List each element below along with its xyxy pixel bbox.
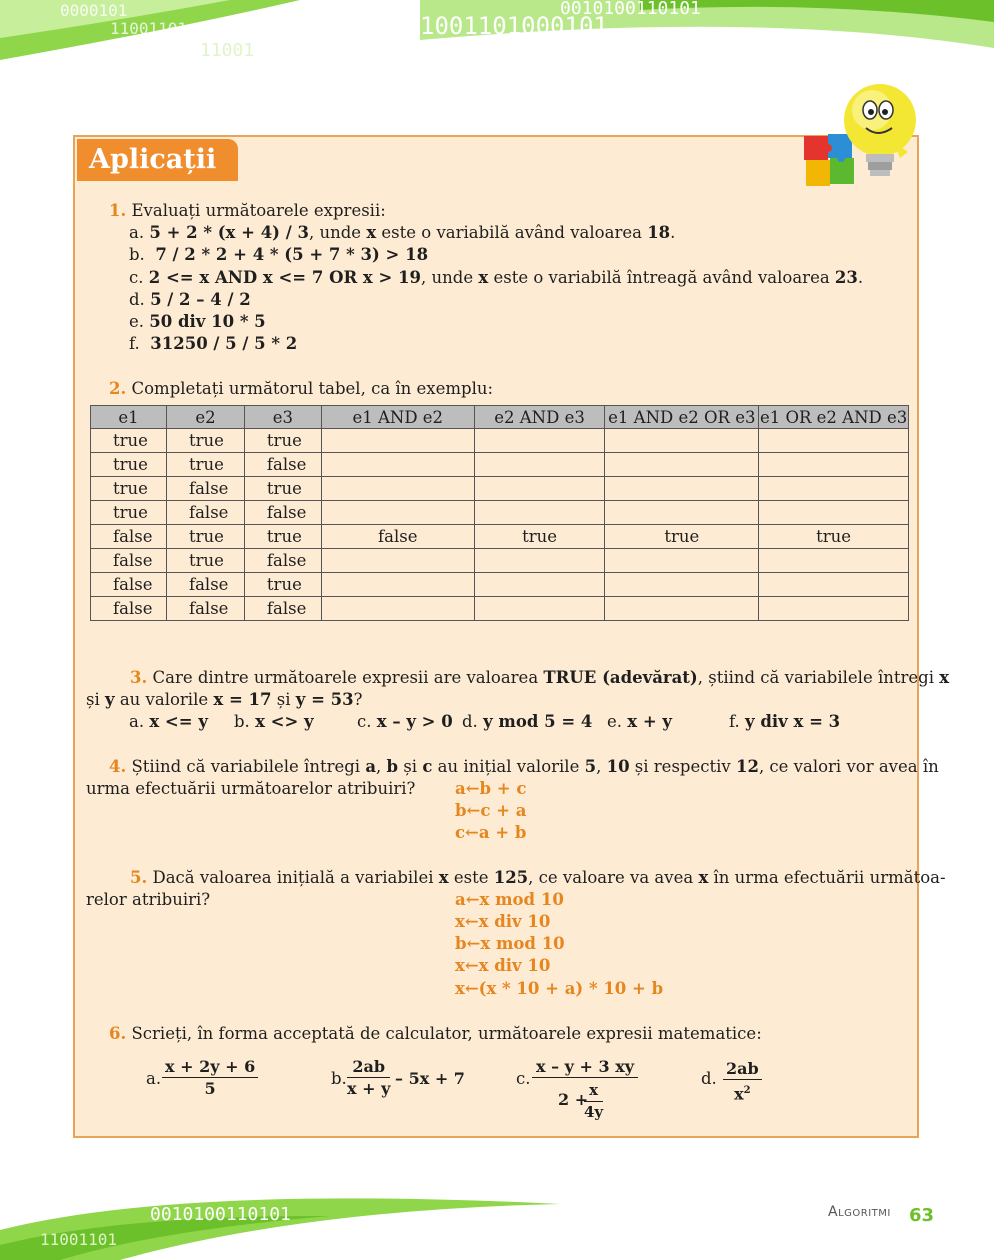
table-cell-answer[interactable] bbox=[474, 501, 605, 525]
puzzle-pieces-icon bbox=[804, 134, 854, 186]
ex4-line1: 4. Știind că variabilele întregi a, b și c au inițial valorile 5, 10 și respectiv 12, ce valori vor avea în bbox=[109, 757, 939, 776]
table-cell-answer[interactable] bbox=[759, 573, 909, 597]
ex6-d-fraction: $\frac{2ab}{x^2}$ bbox=[723, 1058, 762, 1104]
table-row bbox=[91, 549, 909, 573]
svg-text:11001101: 11001101 bbox=[40, 1230, 118, 1249]
ex5-number: 5. bbox=[130, 868, 148, 887]
table-cell-answer[interactable] bbox=[321, 453, 474, 477]
table-cell-answer[interactable] bbox=[321, 501, 474, 525]
table-cell-answer[interactable]: false bbox=[321, 525, 474, 549]
table-row bbox=[91, 453, 909, 477]
ex3-option-e: e. x + y bbox=[607, 712, 673, 731]
ex3-line1: 3. Care dintre următoarele expresii are valoarea TRUE (adevărat), știind că variabilele întregi x bbox=[130, 668, 950, 687]
ex6-c-label: c. bbox=[516, 1069, 531, 1088]
svg-text:11001: 11001 bbox=[200, 40, 255, 61]
table-row bbox=[91, 525, 909, 549]
ex3-line2: și y au valorile x = 17 și y = 53? bbox=[86, 690, 363, 709]
header-e2-and-e3: e2 AND e3 bbox=[474, 406, 605, 429]
svg-text:11001101: 11001101 bbox=[110, 19, 188, 38]
table-cell-answer[interactable] bbox=[605, 501, 759, 525]
ex6-intro: Scrieți, în forma acceptată de calculator, următoarele expresii matematice: bbox=[131, 1024, 762, 1043]
table-cell-answer[interactable] bbox=[321, 597, 474, 621]
section-title: Aplicații bbox=[77, 139, 238, 181]
table-cell-input: false bbox=[91, 549, 167, 573]
table-cell-answer[interactable] bbox=[605, 549, 759, 573]
table-cell-input: true bbox=[244, 525, 321, 549]
table-cell-input: true bbox=[166, 429, 244, 453]
table-cell-input: true bbox=[91, 429, 167, 453]
ex2-number: 2. bbox=[109, 379, 127, 398]
svg-text:0000101: 0000101 bbox=[60, 1, 128, 20]
footer-chapter: Algoritmi bbox=[828, 1204, 891, 1220]
truth-table-header bbox=[91, 406, 909, 429]
binary-swoosh-bottom-graphic bbox=[0, 1190, 600, 1260]
table-cell-answer[interactable] bbox=[759, 429, 909, 453]
table-cell-input: false bbox=[91, 525, 167, 549]
ex1-intro: Evaluați următoarele expresii: bbox=[131, 201, 386, 220]
table-cell-answer[interactable] bbox=[474, 597, 605, 621]
lightbulb-mascot-icon bbox=[796, 78, 926, 208]
table-cell-answer[interactable] bbox=[759, 549, 909, 573]
ex5-line2: relor atribuiri? bbox=[86, 890, 211, 909]
ex5-assign-2: x←x div 10 bbox=[455, 912, 551, 931]
ex4-assign-2: b←c + a bbox=[455, 801, 527, 820]
ex6-a-label: a. bbox=[146, 1069, 162, 1088]
table-cell-input: false bbox=[244, 453, 321, 477]
header-e3: e3 bbox=[244, 406, 321, 429]
binary-swoosh-top-graphic bbox=[0, 0, 994, 90]
ex4-line2: urma efectuării următoarelor atribuiri? bbox=[86, 779, 416, 798]
table-cell-answer[interactable]: true bbox=[474, 525, 605, 549]
ex3-number: 3. bbox=[130, 668, 148, 687]
ex3-option-a: a. x <= y bbox=[129, 712, 208, 731]
table-cell-answer[interactable] bbox=[321, 477, 474, 501]
ex6-number: 6. bbox=[109, 1024, 127, 1043]
table-cell-input: false bbox=[166, 573, 244, 597]
table-row bbox=[91, 477, 909, 501]
ex6-b-fraction: $\frac{2ab}{x + y}$ bbox=[347, 1057, 391, 1098]
table-cell-answer[interactable] bbox=[605, 597, 759, 621]
table-cell-input: false bbox=[166, 501, 244, 525]
table-cell-answer[interactable] bbox=[759, 501, 909, 525]
ex6-c-fraction: x – y + 3 xy bbox=[532, 1056, 638, 1078]
table-cell-input: true bbox=[166, 525, 244, 549]
table-row bbox=[91, 573, 909, 597]
ex6-b-label: b. bbox=[331, 1069, 347, 1088]
ex6-c-den-pre: 2 + bbox=[558, 1090, 589, 1109]
ex1-item-c: c. 2 <= x AND x <= 7 OR x > 19, unde x este o variabilă întreagă având valoarea 23. bbox=[129, 268, 864, 287]
ex4-assign-1: a←b + c bbox=[455, 779, 527, 798]
table-row bbox=[91, 429, 909, 453]
ex6-a-fraction: $\frac{x + 2y + 6}{5}$ bbox=[162, 1056, 258, 1099]
ex1-intro-line bbox=[109, 200, 386, 222]
table-cell-input: false bbox=[244, 597, 321, 621]
ex4-assign-3: c←a + b bbox=[455, 823, 527, 842]
ex1-item-f: f. 31250 / 5 / 5 * 2 bbox=[129, 334, 298, 353]
truth-table bbox=[90, 405, 909, 621]
ex3-option-f: f. y div x = 3 bbox=[729, 712, 841, 731]
table-cell-input: true bbox=[91, 501, 167, 525]
table-cell-input: true bbox=[244, 429, 321, 453]
ex1-item-a: a. 5 + 2 * (x + 4) / 3, unde x este o variabilă având valoarea 18. bbox=[129, 223, 676, 242]
svg-text:0010100110101: 0010100110101 bbox=[560, 0, 701, 19]
table-cell-answer[interactable] bbox=[474, 429, 605, 453]
ex1-item-b: b. 7 / 2 * 2 + 4 * (5 + 7 * 3) > 18 bbox=[129, 245, 429, 264]
table-cell-answer[interactable] bbox=[605, 429, 759, 453]
svg-text:0010100110101: 0010100110101 bbox=[150, 1204, 291, 1225]
table-cell-answer[interactable] bbox=[474, 573, 605, 597]
ex6-intro-line bbox=[109, 1023, 762, 1045]
table-cell-answer[interactable]: true bbox=[759, 525, 909, 549]
ex6-c-inner-fraction: $\frac{x}{4y}$ bbox=[584, 1081, 604, 1121]
header-e1-and-e2-or-e3: e1 AND e2 OR e3 bbox=[605, 406, 759, 429]
table-cell-answer[interactable] bbox=[474, 477, 605, 501]
table-cell-answer[interactable] bbox=[605, 477, 759, 501]
table-cell-answer[interactable] bbox=[321, 549, 474, 573]
header-e1: e1 bbox=[91, 406, 167, 429]
table-cell-answer[interactable] bbox=[474, 453, 605, 477]
ex6-d-label: d. bbox=[701, 1069, 717, 1088]
table-cell-answer[interactable] bbox=[605, 453, 759, 477]
table-cell-input: true bbox=[244, 477, 321, 501]
table-cell-input: false bbox=[244, 501, 321, 525]
ex3-option-c: c. x – y > 0 bbox=[357, 712, 453, 731]
table-cell-input: false bbox=[244, 549, 321, 573]
table-cell-answer[interactable] bbox=[759, 477, 909, 501]
ex5-assign-5: x←(x * 10 + a) * 10 + b bbox=[455, 979, 664, 998]
table-cell-input: false bbox=[91, 597, 167, 621]
table-row bbox=[91, 501, 909, 525]
ex6-b-tail: – 5x + 7 bbox=[395, 1069, 465, 1088]
table-cell-answer[interactable] bbox=[321, 429, 474, 453]
table-cell-input: true bbox=[166, 549, 244, 573]
table-cell-answer[interactable] bbox=[605, 573, 759, 597]
ex3-option-b: b. x <> y bbox=[234, 712, 314, 731]
ex1-number: 1. bbox=[109, 201, 127, 220]
header-e2: e2 bbox=[166, 406, 244, 429]
table-cell-answer[interactable] bbox=[759, 453, 909, 477]
table-cell-answer[interactable] bbox=[759, 597, 909, 621]
table-cell-input: false bbox=[166, 477, 244, 501]
svg-text:1001101000101: 1001101000101 bbox=[420, 12, 608, 40]
ex5-line1: 5. Dacă valoarea inițială a variabilei x este 125, ce valoare va avea x în urma efectuării următoa- bbox=[130, 868, 946, 887]
ex1-item-e: e. 50 div 10 * 5 bbox=[129, 312, 266, 331]
ex3-option-d: d. y mod 5 = 4 bbox=[462, 712, 593, 731]
ex5-assign-1: a←x mod 10 bbox=[455, 890, 564, 909]
table-cell-answer[interactable] bbox=[474, 549, 605, 573]
table-cell-input: true bbox=[91, 453, 167, 477]
header-e1-and-e2: e1 AND e2 bbox=[321, 406, 474, 429]
table-cell-input: false bbox=[91, 573, 167, 597]
ex5-assign-3: b←x mod 10 bbox=[455, 934, 565, 953]
table-cell-input: true bbox=[166, 453, 244, 477]
page-number: 63 bbox=[909, 1205, 935, 1226]
ex5-assign-4: x←x div 10 bbox=[455, 956, 551, 975]
table-cell-answer[interactable] bbox=[321, 573, 474, 597]
ex2-intro-line bbox=[109, 378, 493, 400]
table-cell-input: true bbox=[244, 573, 321, 597]
table-row bbox=[91, 597, 909, 621]
table-cell-answer[interactable]: true bbox=[605, 525, 759, 549]
ex4-number: 4. bbox=[109, 757, 127, 776]
header-e1-or-e2-and-e3: e1 OR e2 AND e3 bbox=[759, 407, 908, 427]
table-cell-input: false bbox=[166, 597, 244, 621]
table-cell-input: true bbox=[91, 477, 167, 501]
ex2-intro: Completați următorul tabel, ca în exemplu: bbox=[131, 379, 494, 398]
ex1-item-d: d. 5 / 2 – 4 / 2 bbox=[129, 290, 251, 309]
